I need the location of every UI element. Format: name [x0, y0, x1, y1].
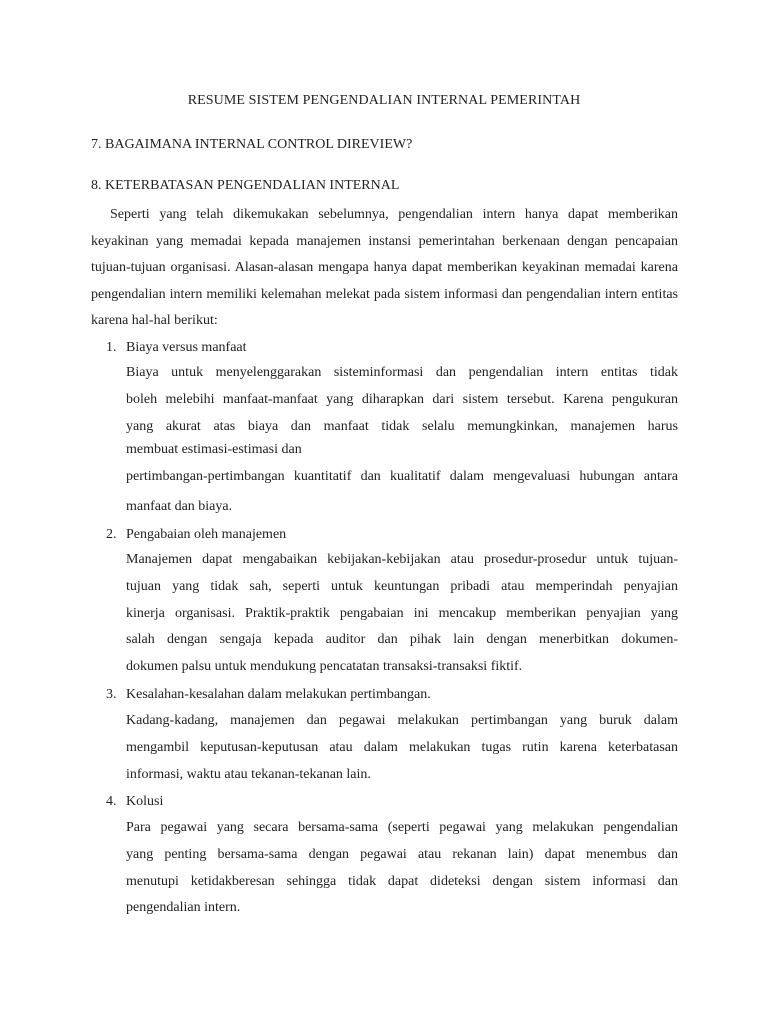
list-item-3-line: informasi, waktu atau tekanan-tekanan lain. [126, 766, 371, 782]
list-item-2-number: 2. [106, 527, 117, 542]
list-item-4-body [126, 815, 678, 922]
list-item-3-line: Kadang-kadang, manajemen dan pegawai melakukan pertimbangan yang buruk dalam [126, 713, 678, 728]
list-item-2-title: Pengabaian oleh manajemen [126, 527, 287, 542]
list-item-1-line: manfaat dan biaya. [126, 499, 233, 515]
list-item-1-line: Biaya untuk menyelenggarakan sisteminformasi dan pengendalian intern entitas tidak [126, 365, 678, 380]
list-item-4-line: Para pegawai yang secara bersama-sama (seperti pegawai yang melakukan pengendalian [126, 820, 678, 835]
intro-paragraph [91, 202, 678, 335]
intro-text: Seperti yang telah dikemukakan sebelumnya, pengendalian intern hanya dapat memberikan keyakinan yang memadai kepada manajemen instansi pemerintahan berkenaan dengan pencapaian tujuan-tujuan organisasi. Alasan-alasan mengapa hanya dapat memberikan keyakinan memadai karena pengendalian intern memiliki kelemahan melekat pada sistem informasi dan pengendalian intern entitas karena hal-hal berikut: [91, 207, 678, 329]
list-item-1-line: boleh melebihi manfaat-manfaat yang diharapkan dari sistem tersebut. Karena pengukuran [126, 391, 678, 407]
list-item-3-body [126, 708, 678, 788]
list-item-2-line: dokumen palsu untuk mendukung pencatatan transaksi-transaksi fiktif. [126, 659, 523, 675]
list-item-1-title: Biaya versus manfaat [126, 340, 247, 355]
list-item-1-line: pertimbangan-pertimbangan kuantitatif dan kualitatif dalam mengevaluasi hubungan antara [126, 469, 678, 485]
section-heading-7: 7. BAGAIMANA INTERNAL CONTROL DIREVIEW? [91, 137, 413, 152]
list-item-3-title: Kesalahan-kesalahan dalam melakukan pertimbangan. [126, 687, 431, 702]
list-item-2-line: salah dengan sengaja kepada auditor dan pihak lain dengan menerbitkan dokumen- [126, 632, 678, 648]
list-item-4-line: pengendalian intern. [126, 900, 241, 916]
list-item-4-line: menutupi ketidakberesan sehingga tidak dapat dideteksi dengan sistem informasi dan [126, 873, 678, 889]
list-item-2-line: tujuan yang tidak sah, seperti untuk keuntungan pribadi atau memperindah penyajian [126, 578, 678, 594]
list-item-2-line: Manajemen dapat mengabaikan kebijakan-kebijakan atau prosedur-prosedur untuk tujuan- [126, 552, 678, 567]
list-item-4-line: yang penting bersama-sama dengan pegawai atau rekanan lain) dapat menembus dan [126, 846, 678, 862]
list-item-3-number: 3. [106, 687, 117, 702]
list-item-3-line: mengambil keputusan-keputusan atau dalam melakukan tugas rutin karena keterbatasan [126, 739, 678, 755]
list-item-2-body [126, 547, 678, 681]
list-item-2-line: kinerja organisasi. Praktik-praktik pengabaian ini mencakup memberikan penyajian yang [126, 605, 678, 621]
list-item-4-title: Kolusi [126, 794, 164, 809]
list-item-1-number: 1. [106, 340, 117, 355]
document-title: RESUME SISTEM PENGENDALIAN INTERNAL PEMERINTAH [187, 93, 581, 108]
list-item-1-body [126, 360, 678, 521]
list-item-1-line: yang akurat atas biaya dan manfaat tidak selalu memungkinkan, manajemen harus [126, 418, 678, 434]
list-item-4-number: 4. [106, 794, 117, 809]
section-heading-8: 8. KETERBATASAN PENGENDALIAN INTERNAL [91, 178, 400, 193]
list-item-1-line: membuat estimasi-estimasi dan [126, 442, 302, 458]
